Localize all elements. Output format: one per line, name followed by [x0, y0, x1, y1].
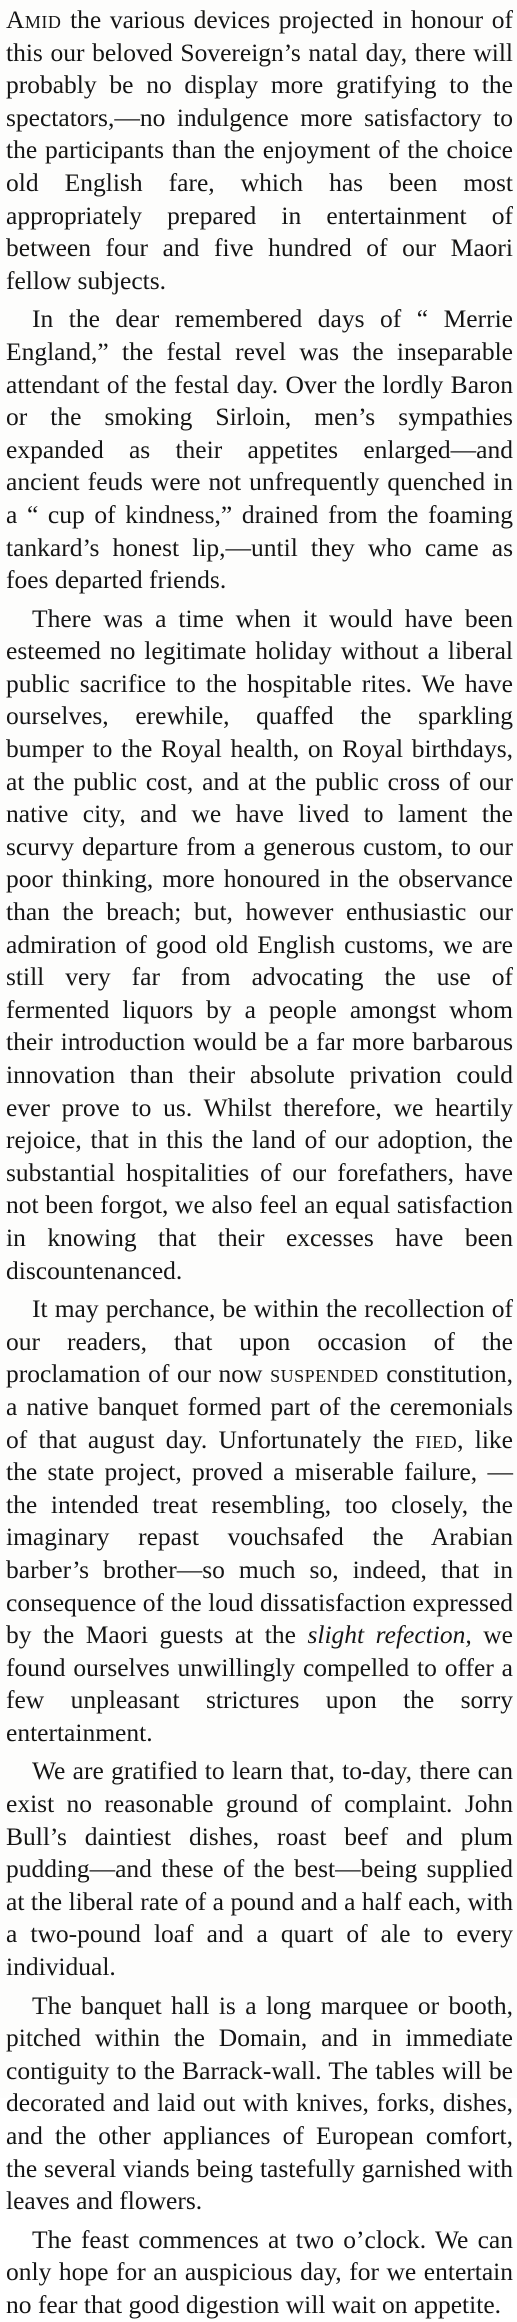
text-run: , like the state project, proved a miserable failure, — the intended treat resembling, too closely, the imaginary repast vouchsafed the Arabian barber’s brother—so much so, indeed, that in consequence of the loud dissatisfaction expressed by the Maori guests at the [6, 1424, 513, 1650]
paragraph-holiday-custom: There was a time when it would have been esteemed no legitimate holiday without a liberal public sacrifice to the hospitable rites. We have ourselves, erewhile, quaffed the sparkling bumper to the Royal health, on Royal birthdays, at the public cost, and at the public cross of our native city, and we have lived to lament the scurvy departure from a generous custom, to our poor thinking, more honoured in the observance than the breach; but, however enthusiastic our admiration of good old English customs, we are still very far from advocating the use of fermented liquors by a people amongst whom their introduction would be a far more barbarous innovation than their absolute privation could ever prove to us. Whilst therefore, we heartily rejoice, that in this the land of our adoption, the substantial hospitalities of our forefathers, have not been forgot, we also feel an equal satisfaction in knowing that their excesses have been discountenanced. [6, 603, 513, 1285]
text-run: we found ourselves unwillingly compelled to offer a few unpleasant strictures upon the sorry entertainment. [6, 1620, 513, 1747]
paragraph-feast-commences: The feast commences at two o’clock. We can only hope for an auspicious day, for we entertain no fear that good digestion will wait on appetite. [6, 2224, 513, 2319]
emphasis-suspended: suspended [270, 1359, 379, 1389]
paragraph-opening [6, 4, 513, 297]
paragraph-constitution-banquet [6, 1293, 513, 1749]
paragraph-no-complaint: We are gratified to learn that, to-day, there can exist no reasonable ground of complaint. John Bull’s daintiest dishes, roast beef and plum pudding—and these of the best—being supplied at the liberal rate of a pound and a half each, with a two-pound loaf and a quart of ale to every individual. [6, 1756, 513, 1982]
paragraph-banquet-hall: The banquet hall is a long marquee or booth, pitched within the Domain, and in immediate contiguity to the Barrack-wall. The tables will be decorated and laid out with knives, forks, dishes, and the other appliances of European comfort, the several viands being tastefully garnished with leaves and flowers. [6, 1990, 513, 2216]
text-run: It may perchance, be within the recollection of our readers, that upon occasion of the proclamation of our now [6, 1294, 513, 1389]
paragraph-opening-text: the various devices projected in honour of this our beloved Sovereign’s natal day, there will probably be no display more gratifying to the spectators,—no indulgence more satisfactory to the participants than the enjoyment of the choice old English fare, which has been most appropriately prepared in entertainment of between four and five hundred of our Maori fellow subjects. [6, 5, 513, 295]
lead-word: Amid [6, 5, 62, 34]
text-run: constitution, a native banquet formed part of the ceremonials of that august day. Unfortunately the [6, 1359, 513, 1454]
emphasis-fied: fied [415, 1424, 458, 1454]
emphasis-slight-refection: slight refection, [307, 1620, 472, 1650]
paragraph-merrie-england: In the dear remembered days of “ Merrie England,” the festal revel was the inseparable attendant of the festal day. Over the lordly Baron or the smoking Sirloin, men’s sympathies expanded as their appetites enlarged—and ancient feuds were not unfrequently quenched in a “ cup of kindness,” drained from the foaming tankard’s honest lip,—until they who came as foes departed friends. [6, 304, 513, 595]
